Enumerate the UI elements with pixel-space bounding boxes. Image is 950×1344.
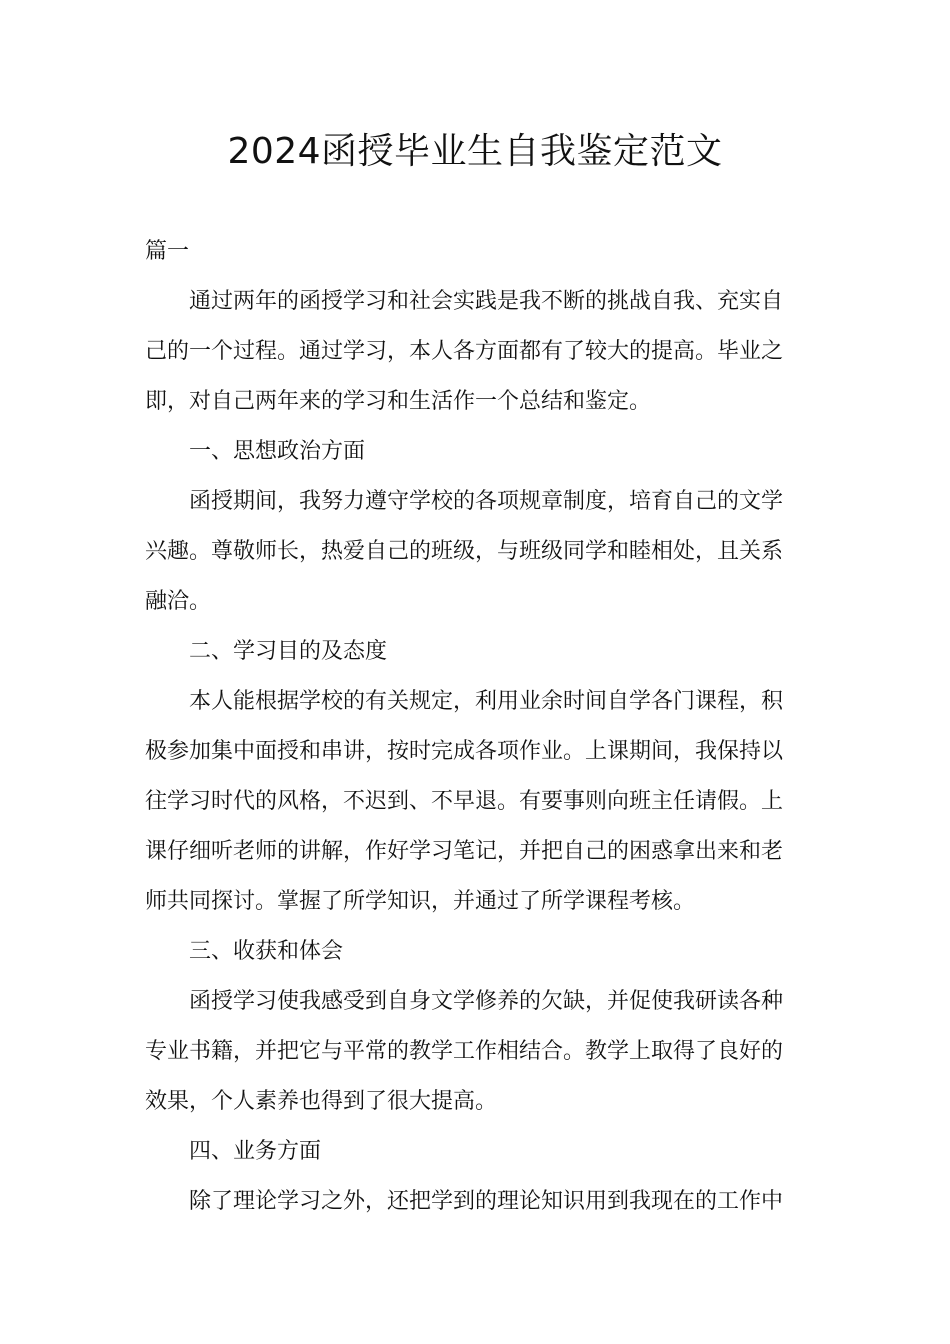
text-line: 二、学习目的及态度 [189,639,388,664]
text-line: 通过两年的函授学习和社会实践是我不断的挑战自我、充实自 [189,289,784,314]
text-line: 三、收获和体会 [189,939,344,964]
text-line: 本人能根据学校的有关规定，利用业余时间自学各门课程，积 [189,689,784,714]
text-line: 函授学习使我感受到自身文学修养的欠缺，并促使我研读各种 [189,989,784,1014]
text-line: 四、业务方面 [189,1139,322,1164]
text-line: 往学习时代的风格，不迟到、不早退。有要事则向班主任请假。上 [145,789,784,814]
text-line: 一、思想政治方面 [189,439,366,464]
text-line: 篇一 [145,239,190,264]
text-line: 除了理论学习之外，还把学到的理论知识用到我现在的工作中 [189,1189,784,1214]
document-body [145,232,805,1232]
text-line: 效果，个人素养也得到了很大提高。 [145,1089,498,1114]
text-line: 课仔细听老师的讲解，作好学习笔记，并把自己的困惑拿出来和老 [145,839,784,864]
text-line: 即，对自己两年来的学习和生活作一个总结和鉴定。 [145,389,652,414]
text-line: 师共同探讨。掌握了所学知识，并通过了所学课程考核。 [145,889,696,914]
text-line: 兴趣。尊敬师长，热爱自己的班级，与班级同学和睦相处，且关系 [145,539,784,564]
text-line: 己的一个过程。通过学习，本人各方面都有了较大的提高。毕业之 [145,339,784,364]
document-title: 2024函授毕业生自我鉴定范文 [227,131,723,172]
text-line: 融洽。 [145,589,212,614]
text-line: 极参加集中面授和串讲，按时完成各项作业。上课期间，我保持以 [145,739,784,764]
text-line: 函授期间，我努力遵守学校的各项规章制度，培育自己的文学 [189,489,784,514]
text-line: 专业书籍，并把它与平常的教学工作相结合。教学上取得了良好的 [145,1039,784,1064]
